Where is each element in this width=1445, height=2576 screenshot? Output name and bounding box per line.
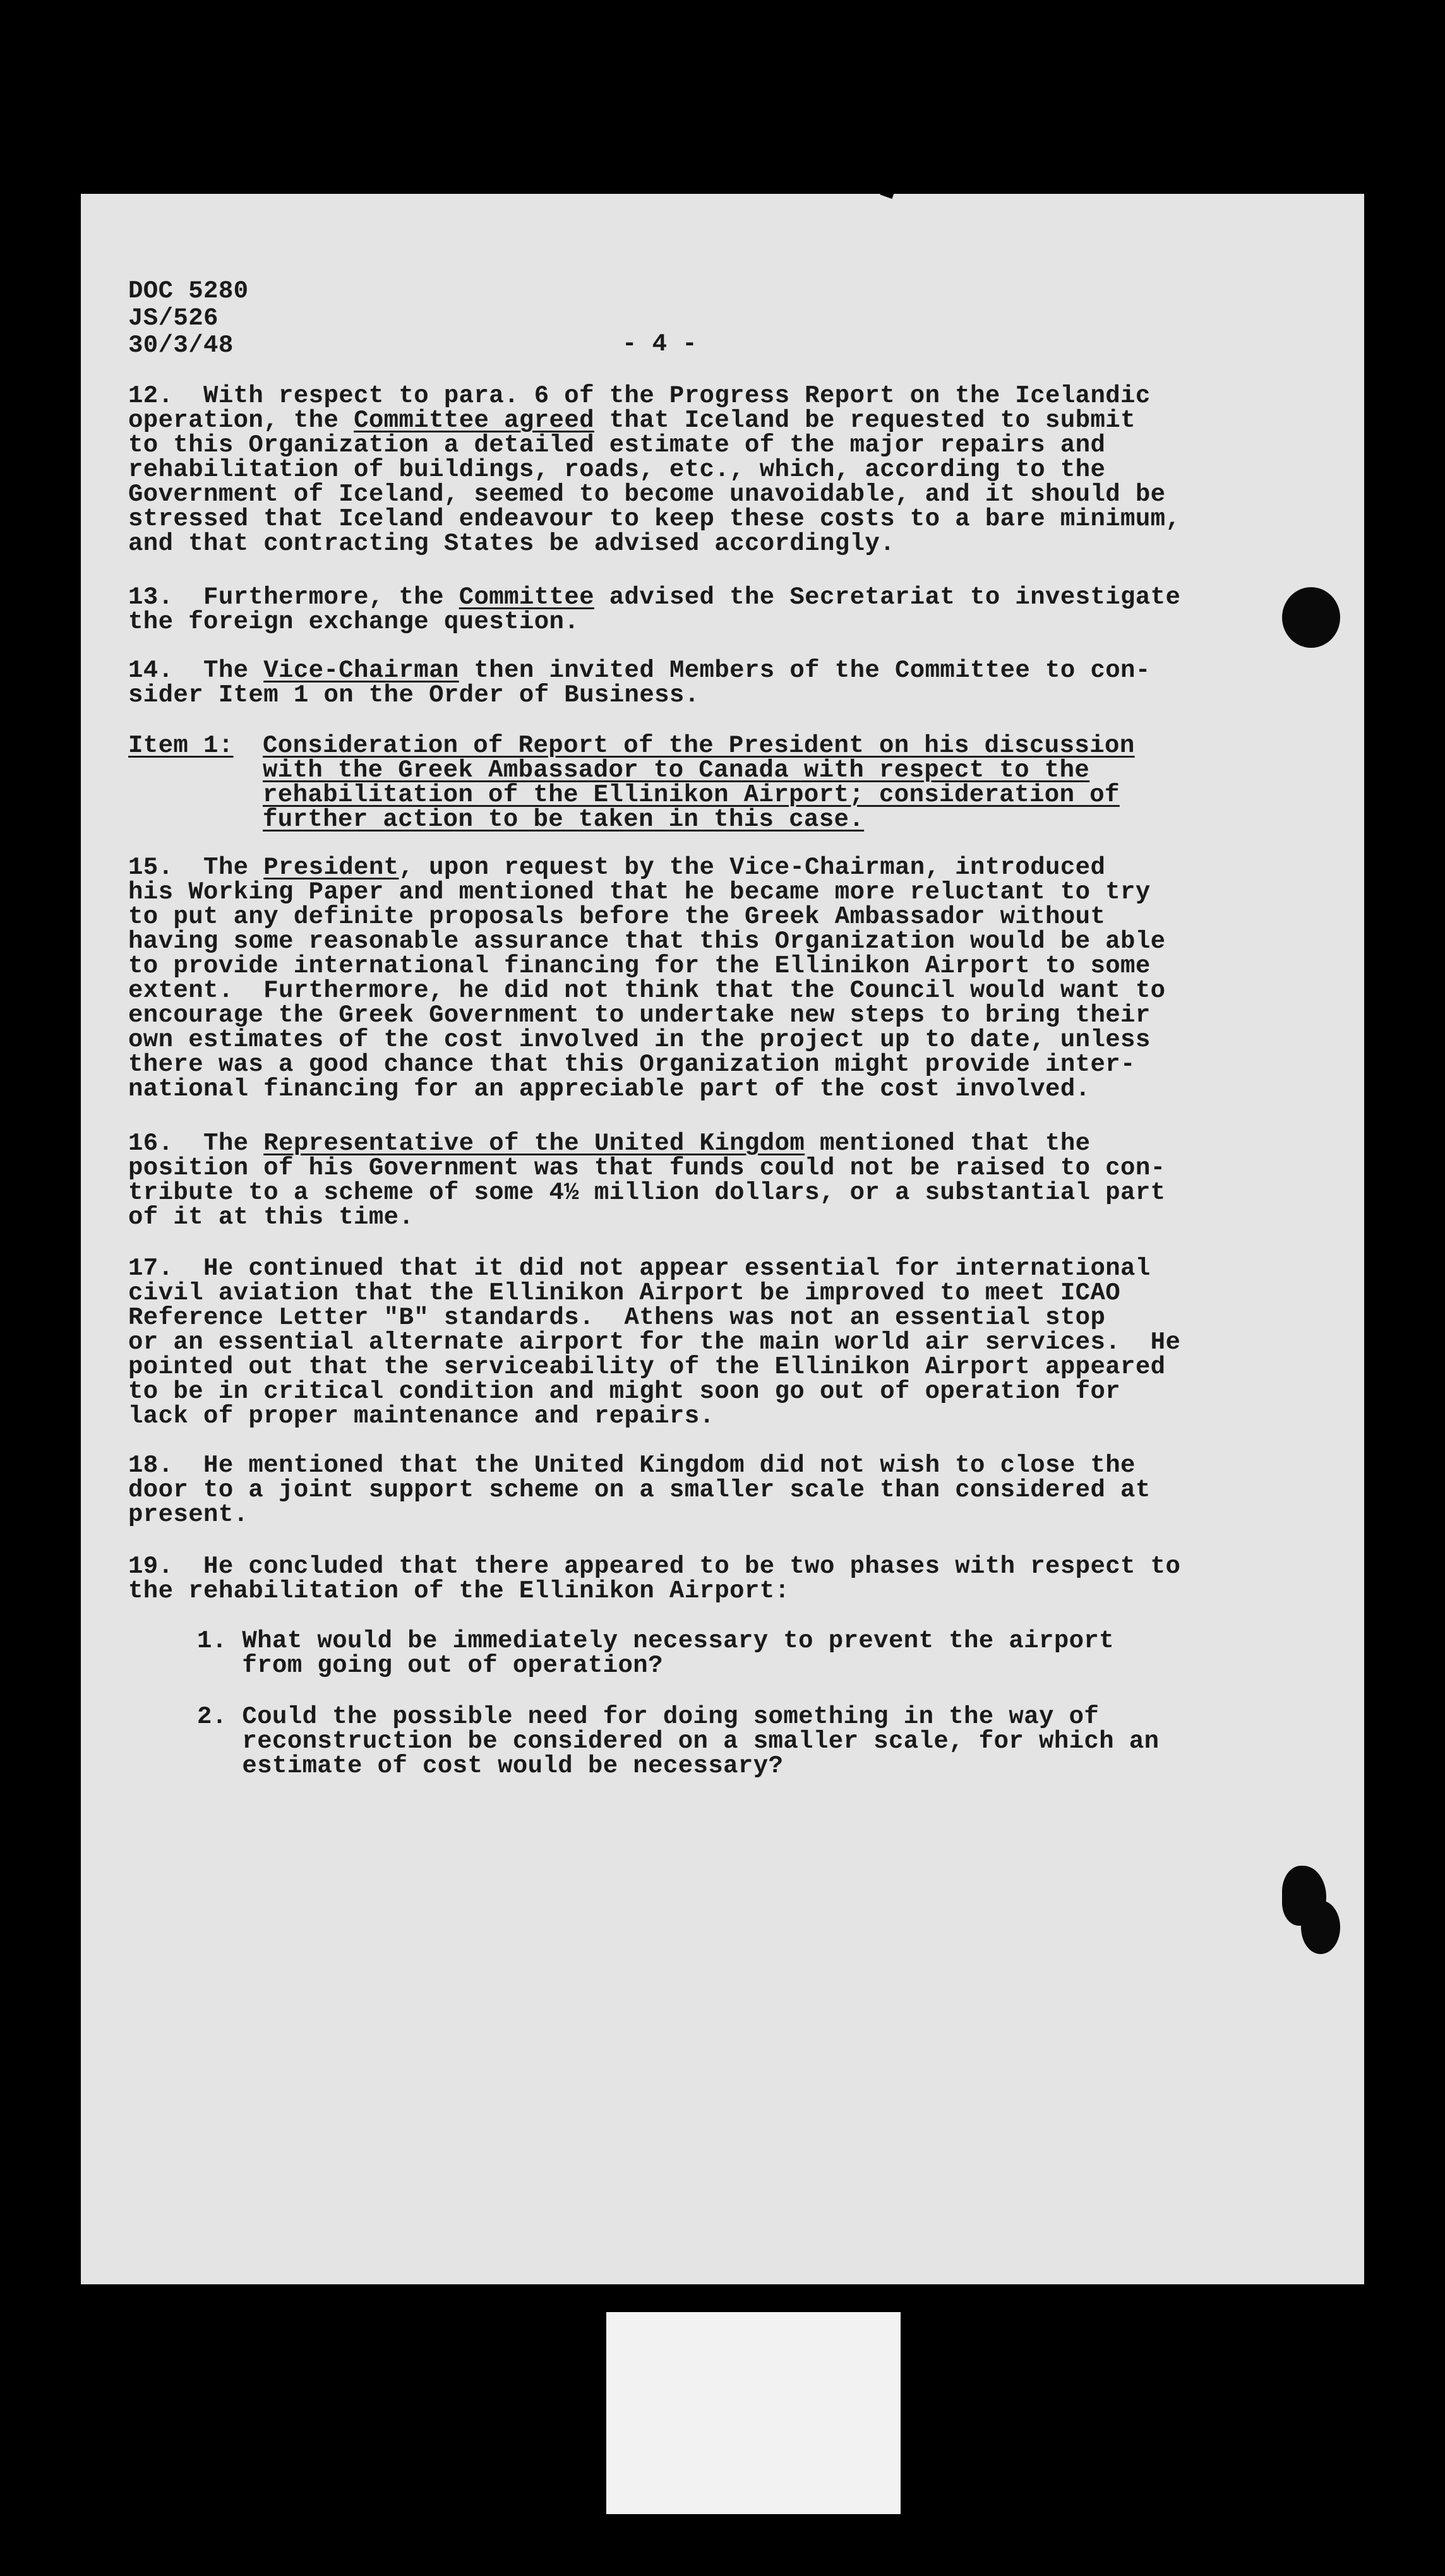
text-line: operation, the Committee agreed that Iceland be requested to submit: [128, 407, 1136, 434]
doc-date: 30/3/48: [128, 331, 234, 359]
page-number: - 4 -: [622, 330, 698, 358]
text-line: there was a good chance that this Organization might provide inter-: [128, 1051, 1136, 1078]
text-line: to be in critical condition and might soon go out of operation for: [128, 1378, 1121, 1405]
text-line: his Working Paper and mentioned that he became more reluctant to try: [128, 878, 1151, 906]
text-line: of it at this time.: [128, 1203, 414, 1231]
text-line: civil aviation that the Ellinikon Airport be improved to meet ICAO: [128, 1279, 1121, 1307]
text-line: own estimates of the cost involved in the project up to date, unless: [128, 1026, 1151, 1054]
text-line: stressed that Iceland endeavour to keep these costs to a bare minimum,: [128, 505, 1181, 533]
blank-card: [606, 2312, 901, 2514]
text-line: 15. The President, upon request by the Vice-Chairman, introduced: [128, 854, 1106, 881]
text-line: from going out of operation?: [197, 1652, 663, 1679]
text-line: the foreign exchange question.: [128, 608, 580, 636]
text-line: to provide international financing for the Ellinikon Airport to some: [128, 952, 1151, 980]
text-line: 12. With respect to para. 6 of the Progress Report on the Icelandic: [128, 382, 1151, 410]
paragraph-18: [128, 1453, 1151, 1527]
paragraph-16: [128, 1131, 1165, 1230]
text-line: sider Item 1 on the Order of Business.: [128, 681, 700, 709]
text-line: present.: [128, 1501, 249, 1529]
paragraph-15: [128, 856, 1165, 1102]
paragraph-13: [128, 585, 1180, 635]
text-line: Reference Letter "B" standards. Athens was not an essential stop: [128, 1304, 1106, 1332]
text-line: 19. He concluded that there appeared to be two phases with respect to: [128, 1553, 1181, 1580]
paragraph-12: [128, 384, 1180, 556]
text-line: extent. Furthermore, he did not think that the Council would want to: [128, 977, 1166, 1005]
text-line: Consideration of Report of the President on his discussion: [263, 732, 1135, 760]
text-line: 17. He continued that it did not appear essential for international: [128, 1255, 1151, 1282]
item-1-title: [263, 734, 1135, 832]
question-2: [197, 1705, 1159, 1779]
text-line: with the Greek Ambassador to Canada with respect to the: [263, 756, 1090, 784]
text-line: reconstruction be considered on a smaller scale, for which an: [197, 1727, 1160, 1755]
text-line: to put any definite proposals before the Greek Ambassador without: [128, 903, 1106, 931]
text-line: having some reasonable assurance that this Organization would be able: [128, 927, 1166, 955]
text-line: to this Organization a detailed estimate of the major repairs and: [128, 431, 1106, 459]
text-line: position of his Government was that funds could not be raised to con-: [128, 1154, 1166, 1182]
ink-blot: [1301, 1900, 1340, 1954]
text-line: Government of Iceland, seemed to become unavoidable, and it should be: [128, 480, 1166, 508]
text-line: 1. What would be immediately necessary to prevent the airport: [197, 1627, 1115, 1655]
doc-ref: JS/526: [128, 304, 219, 332]
document-reference: [128, 278, 248, 359]
text-line: door to a joint support scheme on a smaller scale than considered at: [128, 1476, 1151, 1504]
item-label: Item 1:: [128, 732, 234, 760]
text-line: 14. The Vice-Chairman then invited Members of the Committee to con-: [128, 657, 1151, 684]
text-line: encourage the Greek Government to undertake new steps to bring their: [128, 1001, 1151, 1029]
text-line: rehabilitation of buildings, roads, etc., which, according to the: [128, 456, 1106, 484]
text-line: estimate of cost would be necessary?: [197, 1752, 784, 1780]
text-line: pointed out that the serviceability of the Ellinikon Airport appeared: [128, 1353, 1166, 1381]
text-line: tribute to a scheme of some 4½ million dollars, or a substantial part: [128, 1179, 1166, 1207]
text-line: rehabilitation of the Ellinikon Airport; consideration of: [263, 781, 1120, 809]
text-line: 16. The Representative of the United Kingdom mentioned that the: [128, 1130, 1091, 1157]
ink-blot: [1282, 587, 1340, 648]
text-line: national financing for an appreciable part of the cost involved.: [128, 1075, 1091, 1103]
paragraph-14: [128, 659, 1151, 708]
text-line: 2. Could the possible need for doing something in the way of: [197, 1703, 1100, 1731]
doc-number: DOC 5280: [128, 277, 249, 305]
text-line: lack of proper maintenance and repairs.: [128, 1402, 715, 1430]
text-line: 13. Furthermore, the Committee advised the Secretariat to investigate: [128, 583, 1181, 611]
text-line: and that contracting States be advised accordingly.: [128, 530, 895, 558]
text-line: the rehabilitation of the Ellinikon Airport:: [128, 1577, 790, 1605]
text-line: 18. He mentioned that the United Kingdom did not wish to close the: [128, 1452, 1136, 1479]
paragraph-19: [128, 1554, 1180, 1604]
question-1: [197, 1629, 1114, 1678]
paragraph-17: [128, 1256, 1180, 1429]
text-line: or an essential alternate airport for the main world air services. He: [128, 1328, 1181, 1356]
text-line: further action to be taken in this case.: [263, 806, 865, 833]
